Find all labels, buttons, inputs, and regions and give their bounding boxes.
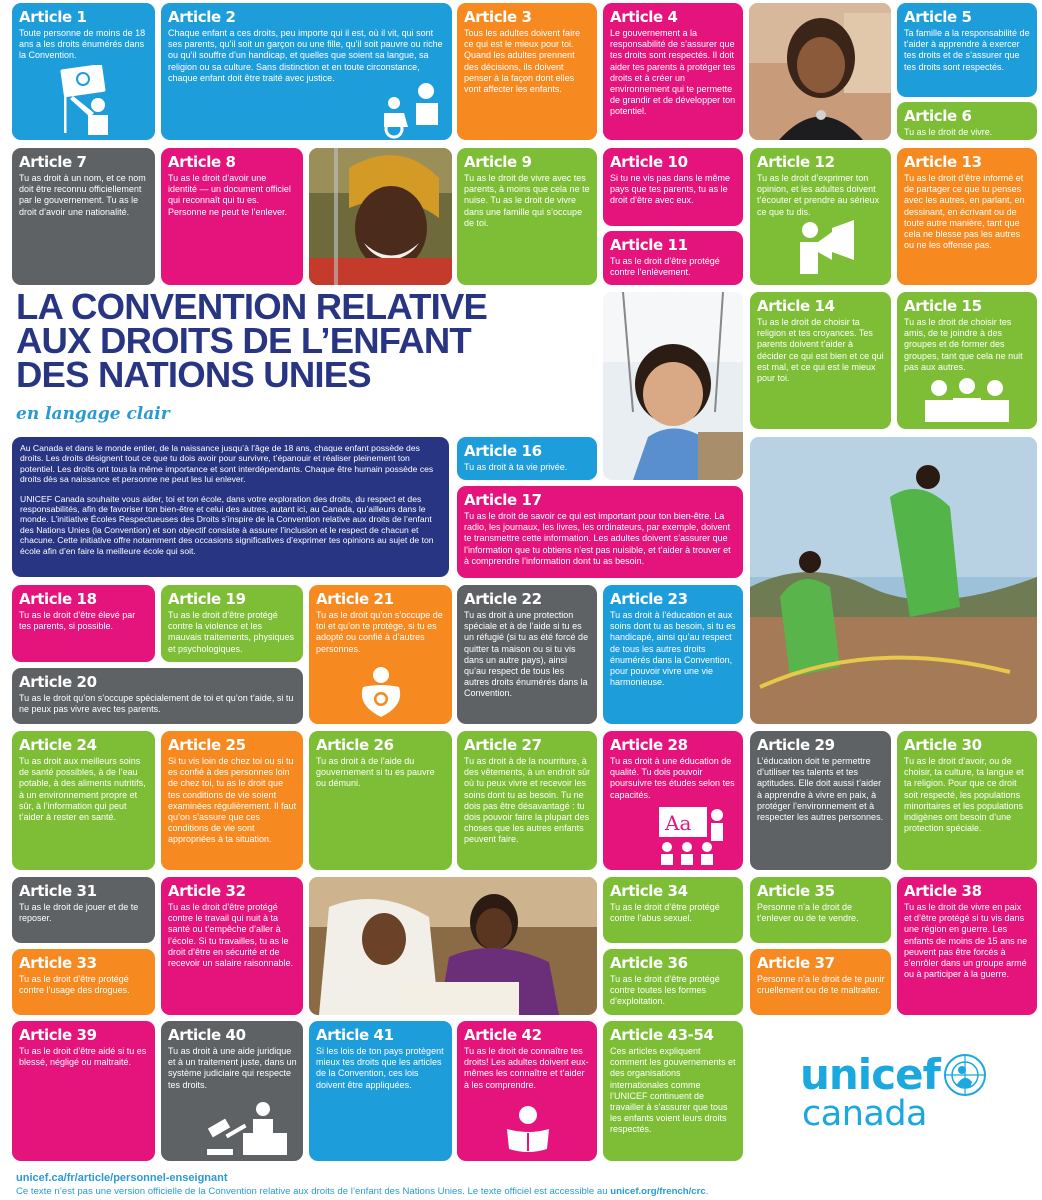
article-title: Article 11: [610, 236, 688, 254]
photo-children-jumping: [750, 437, 1037, 724]
unicef-emblem-icon: [942, 1052, 988, 1098]
article-text: Tous les adultes doivent faire ce qui est le mieux pour toi. Quand les adultes prennent des décisions, ils doivent penser à la façon dont elles vont affecter les enfants.: [464, 28, 581, 95]
article-2-card: [161, 3, 452, 140]
article-text: Si tu vis loin de chez toi ou si tu es confié à des personnes loin de chez toi, tu as le droit que tes conditions de vie soient examinées régulièrement. Il faut qu’on s’assure que ces conditions de vie sont appropriées à ta situation.: [168, 756, 297, 845]
article-20-card: [12, 668, 303, 724]
photo-girls-reading: [309, 877, 597, 1015]
article-title: Article 1: [19, 8, 87, 26]
article-text: Tu as le droit qu’on s’occupe de toi et qu’on te protège, si tu es adopté ou confié à d’autres personnes.: [316, 610, 443, 654]
article-text: Tu as droit à une éducation de qualité. Tu dois pouvoir poursuivre tes études selon tes capacités.: [610, 756, 735, 800]
article-title: Article 18: [19, 590, 97, 608]
article-7-card: [12, 148, 155, 285]
article-32-card: [161, 877, 303, 1015]
article-text: Personne n’a le droit de te punir cruellement ou de te maltraiter.: [757, 974, 885, 996]
article-text: Tu as le droit de vivre avec tes parents, à moins que cela ne te nuise. Tu as le droit de vivre dans une famille qui s’occupe de toi.: [464, 173, 590, 228]
article-title: Article 41: [316, 1026, 394, 1044]
footer-crc-link[interactable]: unicef.org/french/crc: [610, 1186, 706, 1197]
article-title: Article 26: [316, 736, 394, 754]
article-8-card: [161, 148, 303, 285]
article-1-card: [12, 3, 155, 140]
article-title: Article 2: [168, 8, 236, 26]
logo-word-canada: canada: [802, 1094, 927, 1134]
unicef-canada-logo: [800, 1050, 1010, 1140]
photo-child-water: [309, 148, 452, 285]
article-13-card: [897, 148, 1037, 285]
article-text: Tu as le droit d’être protégé contre l’usage des drogues.: [19, 974, 130, 996]
article-text: Personne n’a le droit de t’enlever ou de te vendre.: [757, 902, 859, 924]
article-17-card: [457, 486, 743, 578]
article-4-card: [603, 3, 743, 140]
title-line-3: DES NATIONS UNIES: [16, 354, 371, 395]
article-34-card: [603, 877, 743, 943]
article-title: Article 13: [904, 153, 982, 171]
article-41-card: [309, 1021, 452, 1161]
article-title: Article 43-54: [610, 1026, 714, 1044]
article-text: Ces articles expliquent comment les gouvernements et des organisations internationales comme l’UNICEF continuent de travailler à s’assurer que tous les enfants voient leurs droits respectés.: [610, 1046, 736, 1135]
flag-icon: [50, 65, 140, 135]
group-icon: [919, 378, 1015, 424]
article-title: Article 38: [904, 882, 982, 900]
adoption-icon: [353, 665, 409, 719]
megaphone-icon: [792, 218, 862, 278]
article-19-card: [161, 585, 303, 662]
article-3-card: [457, 3, 597, 140]
article-title: Article 20: [19, 673, 97, 691]
article-21-card: [309, 585, 452, 724]
article-text: Tu as le droit de choisir tes amis, de te joindre à des groupes et de former des groupes, tant que cela ne nuit pas aux autres.: [904, 317, 1023, 372]
article-text: Tu as le droit d’avoir une identité — un document officiel qui reconnaît qui tu es. Personne ne peut te l’enlever.: [168, 173, 291, 217]
intro-box: [12, 437, 449, 577]
classroom-board-text: Aa: [665, 811, 692, 835]
article-text: Tu as le droit de savoir ce qui est important pour ton bien-être. La radio, les journaux, les livres, les ordinateurs, par exemple, doivent te transmettre cette information. Les adultes doivent s’assurer que l’information que tu obtiens n’est pas nuisible, et t’aider à trouver et à comprendre l’information dont tu as besoin.: [464, 511, 731, 566]
title-line-2: AUX DROITS DE L’ENFANT: [16, 320, 471, 361]
intro-paragraph-1: Au Canada et dans le monde entier, de la naissance jusqu’à l’âge de 18 ans, chaque enfant possède des droits. Les droits désignent tout ce que tu dois avoir pour survivre, t’épanouir et réaliser pleinement ton potentiel. Les droits ont tous la même importance et sont interdépendants. Chaque être humain possède ces droits dès sa naissance et personne ne peut les lui enlever.: [20, 443, 434, 485]
title-line-1: LA CONVENTION RELATIVE: [16, 286, 488, 327]
article-title: Article 19: [168, 590, 246, 608]
article-text: Tu as droit à ta vie privée.: [464, 462, 568, 472]
article-text: Tu as le droit de connaître tes droits! Les adultes doivent eux-mêmes les connaître et t’aider à les comprendre.: [464, 1046, 589, 1090]
article-24-card: [12, 731, 155, 870]
article-35-card: [750, 877, 891, 943]
article-text: Toute personne de moins de 18 ans a les droits énumérés dans la Convention.: [19, 28, 146, 61]
article-title: Article 39: [19, 1026, 97, 1044]
reading-child-icon: [503, 1105, 553, 1157]
article-11-card: [603, 231, 743, 285]
article-5-card: [897, 3, 1037, 97]
article-12-card: [750, 148, 891, 285]
article-title: Article 7: [19, 153, 87, 171]
article-text: Tu as le droit d’être protégé contre l’abus sexuel.: [610, 902, 720, 924]
article-text: Tu as le droit qu’on s’occupe spécialement de toi et qu’on t’aide, si tu ne peux pas vivre avec tes parents.: [19, 693, 294, 715]
article-15-card: [897, 292, 1037, 429]
article-title: Article 4: [610, 8, 678, 26]
intro-paragraph-2: UNICEF Canada souhaite vous aider, toi et ton école, dans votre exploration des droits, du respect et des responsabilités, afin de favoriser ton bien-être et celui des autres, autant ici, au Canada, qu’ailleurs dans le monde. L’initiative Écoles Respectueuses des Droits s’inspire de la Convention relative aux droits de l’enfant des Nations Unies (la Convention) et son objectif consiste à assurer l’inclusion et le respect de chacun et chacune. Cette initiative offre notamment des occasions significatives d’exprimer tes opinions au sujet de ton école afin d’en faire la meilleure école qui soit.: [20, 493, 434, 556]
article-text: Tu as droit à une aide juridique et à un traitement juste, dans un système judiciaire qui respecte tes droits.: [168, 1046, 297, 1090]
article-text: Tu as le droit d’exprimer ton opinion, et les adultes doivent t’écouter et prendre au sérieux ce que tu dis.: [757, 173, 880, 217]
article-10-card: [603, 148, 743, 226]
article-27-card: [457, 731, 597, 870]
photo-boy-swing: [603, 292, 743, 480]
article-title: Article 30: [904, 736, 982, 754]
article-40-card: [161, 1021, 303, 1161]
article-title: Article 33: [19, 954, 97, 972]
article-text: Si tu ne vis pas dans le même pays que tes parents, tu as le droit d’être avec eux.: [610, 173, 731, 206]
article-title: Article 31: [19, 882, 97, 900]
article-text: Ta famille a la responsabilité de t’aider à apprendre à exercer tes droits et de s’assurer que tes droits sont respectés.: [904, 28, 1030, 72]
article-33-card: [12, 949, 155, 1015]
photo-girl-smiling: [749, 3, 891, 140]
article-text: L’éducation doit te permettre d’utiliser tes talents et tes aptitudes. Elle doit aussi t’aider à apprendre à vivre en paix, à protéger l’environnement et à respecter les autres personnes.: [757, 756, 884, 823]
article-title: Article 32: [168, 882, 246, 900]
article-title: Article 28: [610, 736, 688, 754]
article-title: Article 29: [757, 736, 835, 754]
article-6-card: [897, 102, 1037, 140]
article-title: Article 27: [464, 736, 542, 754]
article-text: Tu as droit à l’éducation et aux soins dont tu as besoin, si tu es handicapé, ainsi qu’au respect de tous les autres droits énumérés dans la Convention, pour pouvoir vivre une vie harmonieuse.: [610, 610, 736, 688]
article-26-card: [309, 731, 452, 870]
article-title: Article 23: [610, 590, 688, 608]
article-text: Tu as le droit de choisir ta religion et tes croyances. Tes parents doivent t’aider à décider ce qui est bien et ce qui est mal, et ce qui est le mieux pour toi.: [757, 317, 884, 384]
article-title: Article 16: [464, 442, 542, 460]
article-title: Article 5: [904, 8, 972, 26]
footer-note: Ce texte n’est pas une version officielle de la Convention relative aux droits de l’enfant des Nations Unies. Le texte officiel est accessible au: [16, 1186, 611, 1197]
article-28-card: [603, 731, 743, 870]
article-text: Tu as droit à une protection spéciale et à de l’aide si tu es un réfugié (si tu as été forcé de quitter ta maison ou si tu vis dans un autre pays), ainsi qu’au respect de tous les autres droits énumérés dans la Convention.: [464, 610, 589, 699]
article-text: Chaque enfant a ces droits, peu importe qui il est, où il vit, qui sont ses parents, qu’il soit un garçon ou une fille, qu’il soit pauvre ou riche ou qu’il souffre d’un handicap, et quelles que soient sa langue, sa religion ou sa culture. Sans distinction et en toute circonstance, chaque enfant doit être traité avec justice.: [168, 28, 443, 83]
article-text: Tu as droit à un nom, et ce nom doit être reconnu officiellement par le gouvernement. Tu as le droit d’avoir une nationalité.: [19, 173, 146, 217]
article-title: Article 10: [610, 153, 688, 171]
article-title: Article 42: [464, 1026, 542, 1044]
article-42-card: [457, 1021, 597, 1161]
article-title: Article 17: [464, 491, 542, 509]
article-title: Article 36: [610, 954, 688, 972]
article-title: Article 3: [464, 8, 532, 26]
article-title: Article 22: [464, 590, 542, 608]
article-text: Si les lois de ton pays protègent mieux tes droits que les articles de la Convention, ces lois doivent être appliquées.: [316, 1046, 444, 1090]
gavel-icon: [207, 1101, 291, 1157]
article-31-card: [12, 877, 155, 943]
article-text: Tu as le droit d’être élevé par tes parents, si possible.: [19, 610, 136, 632]
article-text: Tu as le droit de jouer et de te reposer.: [19, 902, 139, 924]
article-text: Tu as le droit d’être aidé si tu es blessé, négligé ou maltraité.: [19, 1046, 147, 1068]
article-43-54-card: [603, 1021, 743, 1161]
article-text: Tu as le droit d’être protégé contre la violence et les mauvais traitements, physiques et psychologiques.: [168, 610, 295, 654]
article-37-card: [750, 949, 891, 1015]
article-text: Tu as le droit d’être protégé contre le travail qui nuit à ta santé ou t’empêche d’aller à l’école. Si tu travailles, tu as le droit d’être en sécurité et de recevoir un salaire raisonnable.: [168, 902, 294, 969]
article-text: Tu as le droit d’avoir, ou de choisir, ta culture, ta langue et ta religion. Pour que ce droit soit respecté, les populations minoritaires et les populations indigènes ont besoin d’une protection spéciale.: [904, 756, 1024, 834]
article-30-card: [897, 731, 1037, 870]
page-subtitle: en langage clair: [16, 404, 170, 424]
article-text: Tu as droit à de l’aide du gouvernement si tu es pauvre ou démuni.: [316, 756, 435, 789]
article-title: Article 14: [757, 297, 835, 315]
article-text: Tu as le droit de vivre.: [904, 127, 993, 137]
article-title: Article 21: [316, 590, 394, 608]
article-title: Article 24: [19, 736, 97, 754]
article-title: Article 6: [904, 107, 972, 125]
article-38-card: [897, 877, 1037, 1015]
article-16-card: [457, 437, 597, 480]
article-text: Le gouvernement a la responsabilité de s’assurer que tes droits sont respectés. Il doit aider tes parents à protéger tes droits et à créer un environnement qui te permette de grandir et de développer ton potentiel.: [610, 28, 736, 117]
article-14-card: [750, 292, 891, 429]
footer-url-link[interactable]: unicef.ca/fr/article/personnel-enseignant: [16, 1172, 228, 1184]
article-title: Article 12: [757, 153, 835, 171]
article-39-card: [12, 1021, 155, 1161]
footer-end: .: [705, 1186, 709, 1197]
article-36-card: [603, 949, 743, 1015]
classroom-icon: [651, 803, 731, 867]
article-18-card: [12, 585, 155, 662]
article-29-card: [750, 731, 891, 870]
article-title: Article 40: [168, 1026, 246, 1044]
article-text: Tu as droit aux meilleurs soins de santé possibles, à de l’eau potable, à des aliments nutritifs, à un environnement propre et sûr, à l’information qui peut t’aider à rester en santé.: [19, 756, 146, 823]
article-title: Article 34: [610, 882, 688, 900]
article-text: Tu as le droit de vivre en paix et d’être protégé si tu vis dans une région en guerre. Les enfants de moins de 15 ans ne peuvent pas être forcés à s’enrôler dans un groupe armé ou à participer à la guerre.: [904, 902, 1028, 980]
article-title: Article 9: [464, 153, 532, 171]
article-text: Tu as le droit d’être informé et de partager ce que tu penses avec les autres, en parlant, en dessinant, en écrivant ou de toute autre manière, tant que cela ne blesse pas les autres ou ne les offense pas.: [904, 173, 1025, 251]
article-text: Tu as le droit d’être protégé contre toutes les formes d’exploitation.: [610, 974, 720, 1007]
article-text: Tu as droit à de la nourriture, à des vêtements, à un endroit sûr où tu peux vivre et recevoir les soins dont tu as besoin. Tu ne dois pas être désavantagé : tu dois pouvoir faire la plupart des choses que les autres enfants peuvent faire.: [464, 756, 591, 845]
article-23-card: [603, 585, 743, 724]
page-title: [16, 286, 596, 395]
article-text: Tu as le droit d’être protégé contre l’enlèvement.: [610, 256, 720, 278]
article-title: Article 15: [904, 297, 982, 315]
logo-word-unicef: unicef: [800, 1050, 940, 1099]
article-25-card: [161, 731, 303, 870]
article-9-card: [457, 148, 597, 285]
article-title: Article 25: [168, 736, 246, 754]
article-title: Article 37: [757, 954, 835, 972]
article-22-card: [457, 585, 597, 724]
wheelchair-icon: [376, 81, 450, 139]
footer-disclaimer: [16, 1186, 708, 1197]
article-title: Article 35: [757, 882, 835, 900]
article-title: Article 8: [168, 153, 236, 171]
